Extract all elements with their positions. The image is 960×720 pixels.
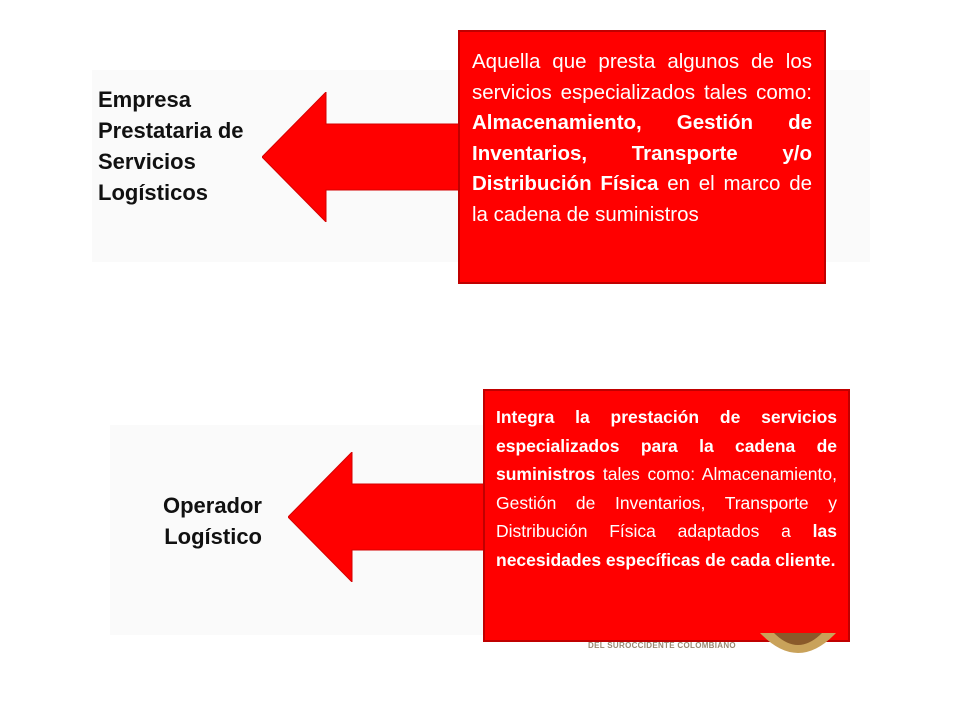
definition-text: Aquella que presta algunos de los servicios especializados tales como: bbox=[472, 50, 812, 104]
definition-bold-text: Almacenamiento, Gestión de Inventarios, Transporte y/o Distribución Física bbox=[472, 111, 812, 195]
definition-bold-text: las necesidades específicas de cada cliente. bbox=[496, 521, 837, 570]
definition-text: tales como: Almacenamiento, Gestión de Inventarios, Transporte y Distribución Física adaptados a bbox=[496, 464, 837, 541]
definition-text: en el marco de la cadena de suministros bbox=[472, 172, 812, 226]
left-arrow-icon bbox=[262, 92, 472, 222]
term-label: Operador Logístico bbox=[162, 493, 262, 549]
definition-box bbox=[458, 30, 826, 284]
seal-logo bbox=[758, 633, 838, 653]
definition-bold-text: Integra la prestación de servicios especializados para la cadena de suministros bbox=[496, 407, 837, 484]
term-label: Empresa Prestataria de Servicios Logísticos bbox=[98, 87, 244, 205]
definition-box bbox=[483, 389, 850, 642]
left-arrow-icon bbox=[288, 452, 498, 582]
watermark-text: DEL SUROCCIDENTE COLOMBIANO bbox=[588, 641, 736, 650]
